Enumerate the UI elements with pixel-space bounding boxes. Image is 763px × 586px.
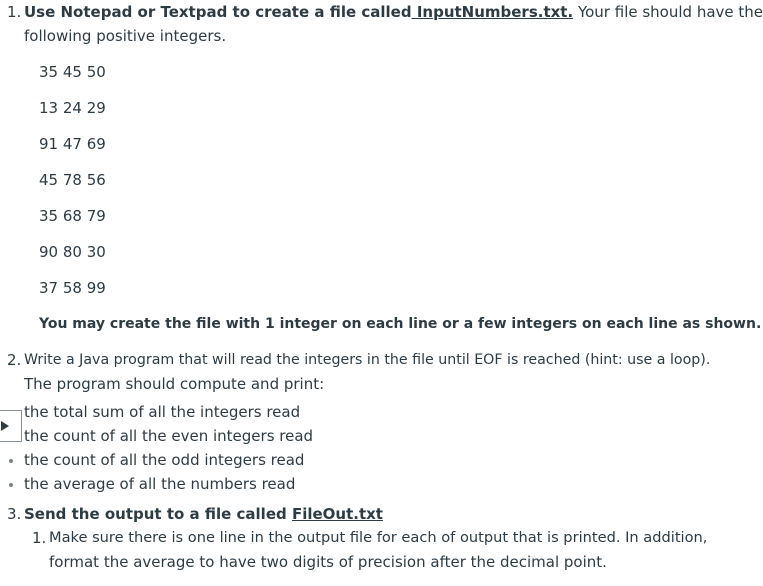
number-line: 35 68 79 (39, 207, 106, 225)
bullet-item-total-sum: the total sum of all the integers read (24, 403, 301, 421)
item-3-bold-lead: Send the output to a file called (24, 505, 292, 523)
number-line: 45 78 56 (39, 171, 106, 189)
number-line: 37 58 99 (39, 279, 106, 297)
input-filename-link: InputNumbers.txt. (411, 3, 574, 21)
subitem-line2: format the average to have two digits of precision after the decimal point. (49, 553, 607, 571)
number-line: 90 80 30 (39, 243, 106, 261)
item-2-number: 2. (7, 351, 22, 369)
item-3-text (24, 502, 383, 526)
output-filename-link: FileOut.txt (291, 505, 383, 523)
file-format-note: You may create the file with 1 integer on each line or a few integers on each line as shown. (39, 316, 762, 332)
item-1-text (24, 0, 763, 24)
bullet-item-even-count: the count of all the even integers read (24, 427, 314, 445)
subitem-number: 1. (32, 529, 47, 547)
item-3-number: 3. (7, 505, 22, 523)
item-2-line1: Write a Java program that will read the integers in the file until EOF is reached (hint: use a loop). (24, 352, 711, 368)
bullet-dot (9, 483, 13, 487)
item-2-line2: The program should compute and print: (24, 375, 325, 393)
number-line: 13 24 29 (39, 99, 106, 117)
bullet-item-odd-count: the count of all the odd integers read (24, 451, 305, 469)
expand-toggle-button[interactable] (0, 410, 22, 442)
item-1-number: 1. (7, 3, 22, 21)
item-1-rest: Your file should have the (573, 3, 763, 21)
subitem-line1: Make sure there is one line in the output file for each of output that is printed. In addition, (49, 529, 708, 546)
item-1-bold-lead: Use Notepad or Textpad to create a file called (24, 3, 412, 21)
play-arrow-icon (1, 421, 9, 431)
number-line: 91 47 69 (39, 135, 106, 153)
number-line: 35 45 50 (39, 63, 106, 81)
item-1-line2: following positive integers. (24, 27, 227, 45)
bullet-item-average: the average of all the numbers read (24, 475, 296, 493)
bullet-dot (9, 459, 13, 463)
